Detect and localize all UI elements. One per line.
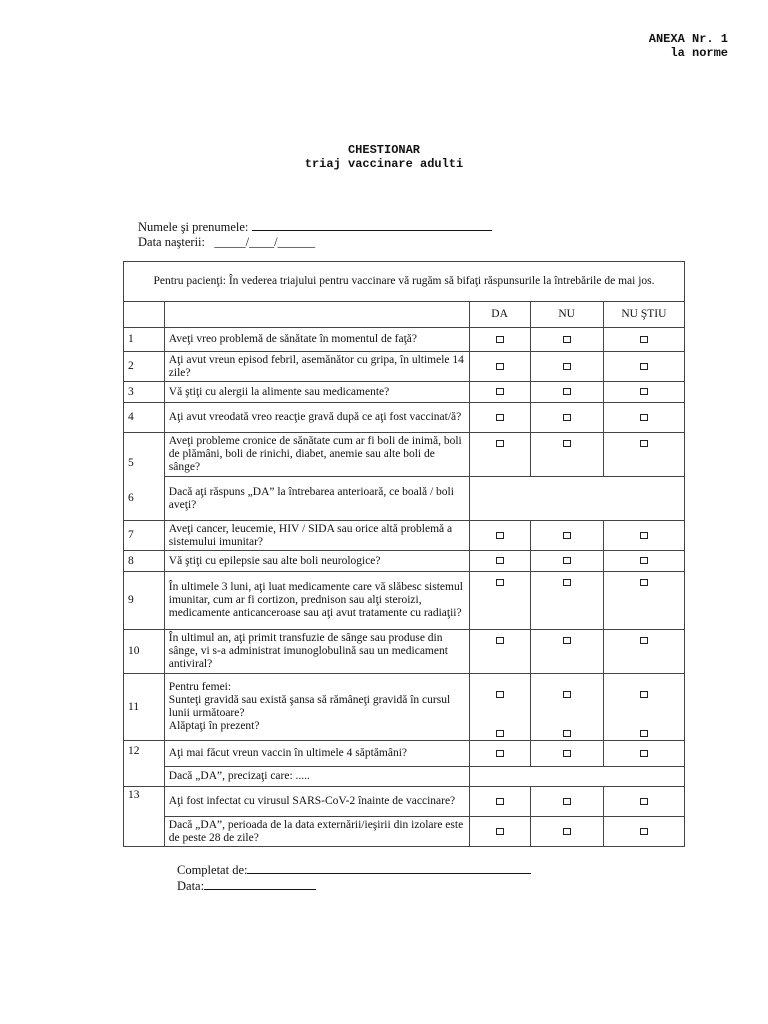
completed-by-label: Completat de: bbox=[177, 863, 248, 877]
checkbox-yes[interactable] bbox=[496, 579, 504, 586]
row-number: 4 bbox=[124, 403, 165, 433]
checkbox-yes[interactable] bbox=[496, 532, 504, 539]
intro-row bbox=[124, 262, 685, 302]
checkbox-yes[interactable] bbox=[496, 336, 504, 343]
checkbox-no[interactable] bbox=[563, 414, 571, 421]
checkbox-no[interactable] bbox=[563, 730, 571, 737]
checkbox-unknown[interactable] bbox=[640, 557, 648, 564]
checkbox-yes[interactable] bbox=[496, 557, 504, 564]
header-row bbox=[124, 302, 685, 328]
checkbox-unknown[interactable] bbox=[640, 336, 648, 343]
question-text: În ultimele 3 luni, aţi luat medicamente care vă slăbesc sistemul imunitar, cum ar fi cortizon, prednison sau alţi steroizi, medicamente anticanceroase sau aţi avut tratamente cu radiaţii? bbox=[164, 572, 469, 630]
checkbox-no[interactable] bbox=[563, 691, 571, 698]
questionnaire-table bbox=[123, 261, 685, 847]
checkbox-yes[interactable] bbox=[496, 730, 504, 737]
row-number: 11 bbox=[124, 674, 165, 741]
footer-block bbox=[177, 862, 531, 894]
checkbox-no[interactable] bbox=[563, 579, 571, 586]
checkbox-no[interactable] bbox=[563, 440, 571, 447]
row-number: 7 bbox=[124, 521, 165, 551]
checkbox-unknown[interactable] bbox=[640, 750, 648, 757]
row-number: 9 bbox=[124, 572, 165, 630]
checkbox-unknown[interactable] bbox=[640, 798, 648, 805]
birth-label: Data naşterii: bbox=[138, 235, 205, 249]
name-row bbox=[138, 219, 492, 235]
checkbox-no[interactable] bbox=[563, 336, 571, 343]
checkbox-unknown[interactable] bbox=[640, 730, 648, 737]
checkbox-no[interactable] bbox=[563, 388, 571, 395]
question-text: Dacă „DA”, perioada de la data externării/ieşirii din izolare este de peste 28 de zile? bbox=[164, 817, 469, 847]
checkbox-unknown[interactable] bbox=[640, 691, 648, 698]
table-row bbox=[124, 817, 685, 847]
checkbox-unknown[interactable] bbox=[640, 579, 648, 586]
intro-text: Pentru pacienţi: În vederea triajului pentru vaccinare vă rugăm să bifaţi răspunsurile la întrebările de mai jos. bbox=[124, 262, 685, 302]
checkbox-yes[interactable] bbox=[496, 637, 504, 644]
checkbox-no[interactable] bbox=[563, 557, 571, 564]
question-text: Aţi mai făcut vreun vaccin în ultimele 4 săptămâni? bbox=[164, 741, 469, 767]
checkbox-yes[interactable] bbox=[496, 691, 504, 698]
identification-block bbox=[138, 219, 492, 250]
question-text: În ultimul an, aţi primit transfuzie de sânge sau produse din sânge, vi s-a administrat imunoglobulină sau un medicament antiviral? bbox=[164, 630, 469, 674]
question-text: Aveţi vreo problemă de sănătate în momentul de faţă? bbox=[164, 328, 469, 352]
checkbox-yes[interactable] bbox=[496, 388, 504, 395]
row-number: 3 bbox=[124, 382, 165, 403]
date-row bbox=[177, 878, 531, 894]
row-number: 13 bbox=[124, 787, 165, 847]
table-row bbox=[124, 741, 685, 767]
checkbox-no[interactable] bbox=[563, 828, 571, 835]
question-text: Pentru femei: Sunteţi gravidă sau există şansa să rămâneţi gravidă în cursul lunii următoare? Alăptaţi în prezent? bbox=[164, 674, 469, 741]
table-row bbox=[124, 403, 685, 433]
answer-blank[interactable] bbox=[469, 477, 684, 521]
row-number: 1 bbox=[124, 328, 165, 352]
question-text: Dacă „DA”, precizaţi care: ..... bbox=[164, 767, 469, 787]
table-row bbox=[124, 572, 685, 630]
checkbox-yes[interactable] bbox=[496, 798, 504, 805]
checkbox-unknown[interactable] bbox=[640, 637, 648, 644]
answer-blank[interactable] bbox=[469, 767, 684, 787]
table-row bbox=[124, 433, 685, 477]
header-no: NU bbox=[530, 302, 603, 328]
checkbox-no[interactable] bbox=[563, 750, 571, 757]
birth-date-field[interactable]: _____/____/______ bbox=[214, 235, 316, 249]
checkbox-no[interactable] bbox=[563, 363, 571, 370]
row-number: 8 bbox=[124, 551, 165, 572]
table-row bbox=[124, 382, 685, 403]
header-unknown: NU ŞTIU bbox=[603, 302, 684, 328]
row-number: 10 bbox=[124, 630, 165, 674]
annex-norms: la norme bbox=[670, 46, 728, 60]
checkbox-unknown[interactable] bbox=[640, 388, 648, 395]
checkbox-yes[interactable] bbox=[496, 363, 504, 370]
date-label: Data: bbox=[177, 879, 205, 893]
checkbox-yes[interactable] bbox=[496, 828, 504, 835]
checkbox-unknown[interactable] bbox=[640, 532, 648, 539]
question-text: Aveţi probleme cronice de sănătate cum ar fi boli de inimă, boli de plămâni, boli de rinichi, diabet, anemie sau alte boli de sânge? bbox=[164, 433, 469, 477]
checkbox-yes[interactable] bbox=[496, 750, 504, 757]
checkbox-yes[interactable] bbox=[496, 414, 504, 421]
completed-by-row bbox=[177, 862, 531, 878]
annex-label bbox=[649, 32, 728, 60]
checkbox-unknown[interactable] bbox=[640, 440, 648, 447]
table-row bbox=[124, 521, 685, 551]
row-number: 5 6 bbox=[124, 433, 165, 521]
title-main: CHESTIONAR bbox=[347, 143, 420, 157]
checkbox-yes[interactable] bbox=[496, 440, 504, 447]
date-field[interactable] bbox=[204, 878, 316, 890]
checkbox-unknown[interactable] bbox=[640, 828, 648, 835]
checkbox-unknown[interactable] bbox=[640, 414, 648, 421]
checkbox-no[interactable] bbox=[563, 798, 571, 805]
name-label: Numele şi prenumele: bbox=[138, 220, 249, 234]
question-text: Vă ştiţi cu alergii la alimente sau medicamente? bbox=[164, 382, 469, 403]
table-row bbox=[124, 674, 685, 741]
table-row bbox=[124, 352, 685, 382]
question-text: Aveţi cancer, leucemie, HIV / SIDA sau orice altă problemă a sistemului imunitar? bbox=[164, 521, 469, 551]
document-title bbox=[0, 143, 768, 171]
table-row bbox=[124, 767, 685, 787]
question-text: Aţi fost infectat cu virusul SARS-CoV-2 înainte de vaccinare? bbox=[164, 787, 469, 817]
table-row bbox=[124, 328, 685, 352]
checkbox-no[interactable] bbox=[563, 532, 571, 539]
question-text: Aţi avut vreun episod febril, asemănător cu gripa, în ultimele 14 zile? bbox=[164, 352, 469, 382]
birth-row bbox=[138, 235, 492, 250]
name-field[interactable] bbox=[252, 219, 492, 231]
title-sub: triaj vaccinare adulti bbox=[304, 157, 464, 171]
row-number: 12 bbox=[124, 741, 165, 787]
completed-by-field[interactable] bbox=[247, 862, 531, 874]
annex-number: ANEXA Nr. 1 bbox=[648, 32, 728, 46]
question-text: Aţi avut vreodată vreo reacţie gravă după ce aţi fost vaccinat/ă? bbox=[164, 403, 469, 433]
checkbox-no[interactable] bbox=[563, 637, 571, 644]
header-yes: DA bbox=[469, 302, 530, 328]
table-row bbox=[124, 551, 685, 572]
question-text: Vă ştiţi cu epilepsie sau alte boli neurologice? bbox=[164, 551, 469, 572]
question-text: Dacă aţi răspuns „DA” la întrebarea anterioară, ce boală / boli aveţi? bbox=[164, 477, 469, 521]
row-number: 2 bbox=[124, 352, 165, 382]
table-row bbox=[124, 477, 685, 521]
table-row bbox=[124, 630, 685, 674]
checkbox-unknown[interactable] bbox=[640, 363, 648, 370]
table-row bbox=[124, 787, 685, 817]
